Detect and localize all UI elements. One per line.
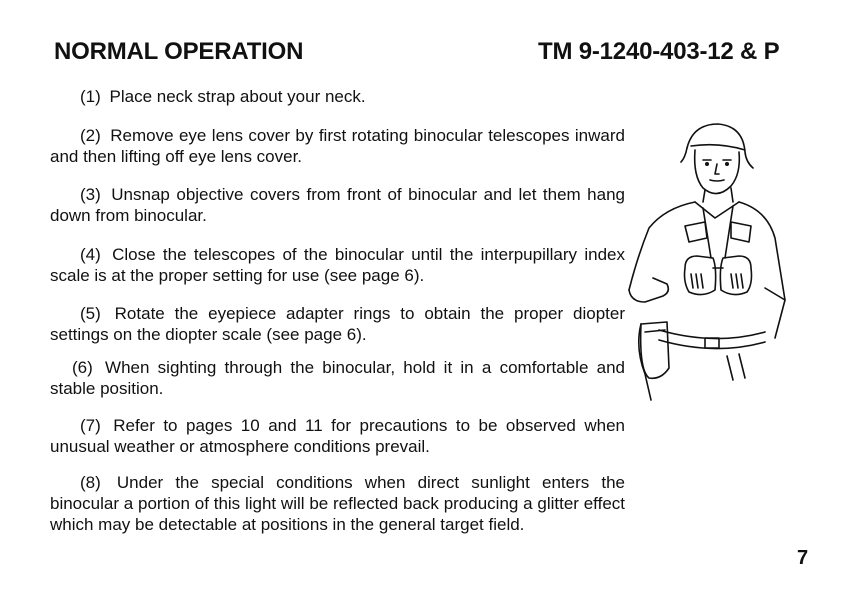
step-6 [50,357,625,399]
step-text: Unsnap objective covers from front of binocular and let them hang down from binocular. [50,185,625,225]
step-text: When sighting through the binocular, hold it in a comfortable and stable position. [50,358,625,398]
step-text: Rotate the eyepiece adapter rings to obtain the proper diopter settings on the diopter scale (see page 6). [50,304,625,344]
step-number: (1) [80,87,101,106]
step-text: Place neck strap about your neck. [109,87,366,106]
step-number: (6) [72,358,93,377]
step-4 [50,244,625,286]
step-number: (4) [80,245,101,264]
page-title: NORMAL OPERATION [54,38,304,65]
document-number: TM 9-1240-403-12 & P [538,38,780,65]
step-1 [50,86,625,107]
step-text: Under the special conditions when direct sunlight enters the binocular a portion of this light will be reflected back producing a glitter effect which may be detectable at positions in the general target field. [50,473,625,534]
step-number: (5) [80,304,101,323]
step-number: (2) [80,126,101,145]
step-number: (3) [80,185,101,204]
step-text: Remove eye lens cover by first rotating binocular telescopes inward and then lifting off eye lens cover. [50,126,625,166]
step-number: (8) [80,473,101,492]
step-7 [50,415,625,457]
step-2 [50,125,625,167]
step-text: Close the telescopes of the binocular until the interpupillary index scale is at the proper setting for use (see page 6). [50,245,625,285]
step-3 [50,184,625,226]
step-text: Refer to pages 10 and 11 for precautions to be observed when unusual weather or atmosphere conditions prevail. [50,416,625,456]
step-number: (7) [80,416,101,435]
soldier-with-binocular-illustration [615,118,790,403]
page-number: 7 [797,547,809,569]
step-5 [50,303,625,345]
step-8 [50,472,625,535]
